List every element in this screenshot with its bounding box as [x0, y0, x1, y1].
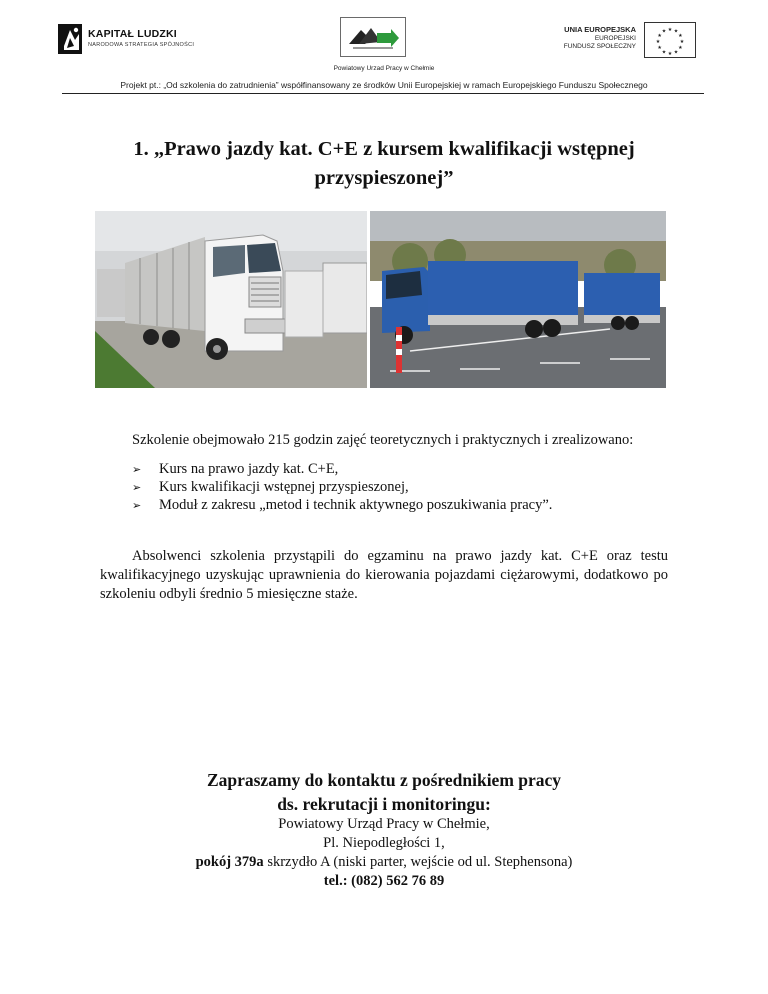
- contact-address: Pl. Niepodległości 1,: [323, 835, 445, 851]
- contact-phone: tel.: (082) 562 76 89: [323, 873, 445, 889]
- eu-logo-line1: UNIA EUROPEJSKA: [564, 25, 636, 34]
- kapital-ludzki-logo: [58, 22, 195, 58]
- kapital-ludzki-emblem-icon: [58, 24, 84, 54]
- eu-logo-text: [540, 26, 636, 52]
- list-item: [132, 460, 552, 478]
- contact-subheading: ds. rekrutacji i monitoringu:: [277, 794, 491, 814]
- kapital-ludzki-title: KAPITAŁ LUDZKI: [88, 28, 177, 40]
- training-intro: Szkolenie obejmowało 215 godzin zajęć teoretycznych i praktycznych i zrealizowano:: [132, 432, 634, 448]
- svg-text:★: ★: [667, 27, 673, 33]
- graduates-paragraph: Absolwenci szkolenia przystąpili do egzaminu na prawo jazdy kat. C+E oraz testu kwalifikacyjnego uzyskując uprawnienia do kierowania pojazdami ciężarowymi, dodatkowo po szkoleniu odbyli średnio 5 miesięczne staże.: [100, 548, 668, 602]
- kapital-ludzki-subtitle: NARODOWA STRATEGIA SPÓJNOŚCI: [88, 42, 195, 48]
- header-divider: [62, 93, 704, 94]
- svg-text:★: ★: [667, 51, 673, 57]
- svg-text:★: ★: [678, 45, 683, 51]
- contact-room-number: pokój 379a: [195, 854, 264, 870]
- svg-text:★: ★: [657, 33, 662, 39]
- page-title: [90, 135, 678, 193]
- list-item: [132, 478, 552, 496]
- list-item-text: Kurs na prawo jazdy kat. C+E,: [159, 461, 339, 477]
- svg-text:★: ★: [661, 28, 667, 35]
- white-man-truck-photo: [95, 211, 367, 388]
- office-name: Powiatowy Urzad Pracy w Chełmie: [333, 65, 435, 72]
- svg-text:★: ★: [661, 49, 667, 56]
- svg-text:★: ★: [655, 39, 661, 45]
- contact-heading: Zapraszamy do kontaktu z pośrednikiem pracy: [206, 770, 562, 790]
- project-description: Projekt pt.: „Od szkolenia do zatrudnienia” współfinansowany ze środków Unii Europejskiej w ramach Europejskiego Funduszu Społecznego: [120, 80, 648, 90]
- eu-logo-line3: FUNDUSZ SPOŁECZNY: [563, 43, 636, 50]
- svg-text:★: ★: [657, 45, 662, 51]
- contact-room: [0, 854, 768, 871]
- list-item-text: Kurs kwalifikacji wstępnej przyspieszonej,: [159, 479, 409, 495]
- contact-office: Powiatowy Urząd Pracy w Chełmie,: [278, 816, 490, 832]
- project-logo: [340, 17, 406, 57]
- svg-text:★: ★: [673, 49, 679, 56]
- svg-text:★: ★: [673, 28, 679, 35]
- blue-truck-trailer-photo: [370, 211, 666, 388]
- page-title-line2: przyspieszonej”: [314, 167, 454, 189]
- eu-logo-line2: EUROPEJSKI: [594, 34, 636, 42]
- page-title-line1: 1. „Prawo jazdy kat. C+E z kursem kwalifikacji wstępnej: [133, 138, 635, 160]
- project-logo-arrow-icon: [341, 18, 405, 56]
- eu-stars-icon: [645, 23, 695, 57]
- svg-text:★: ★: [678, 33, 683, 39]
- list-item-text: Moduł z zakresu „metod i technik aktywnego poszukiwania pracy”.: [159, 497, 553, 513]
- arrow-bullet-icon: ➢: [132, 481, 142, 494]
- training-list: [132, 460, 552, 514]
- svg-text:★: ★: [679, 39, 685, 45]
- contact-room-details: skrzydło A (niski parter, wejście od ul. Stephensona): [263, 854, 573, 870]
- arrow-bullet-icon: ➢: [132, 499, 142, 512]
- arrow-bullet-icon: ➢: [132, 463, 142, 476]
- list-item: [132, 496, 552, 514]
- eu-flag-icon: [644, 22, 696, 58]
